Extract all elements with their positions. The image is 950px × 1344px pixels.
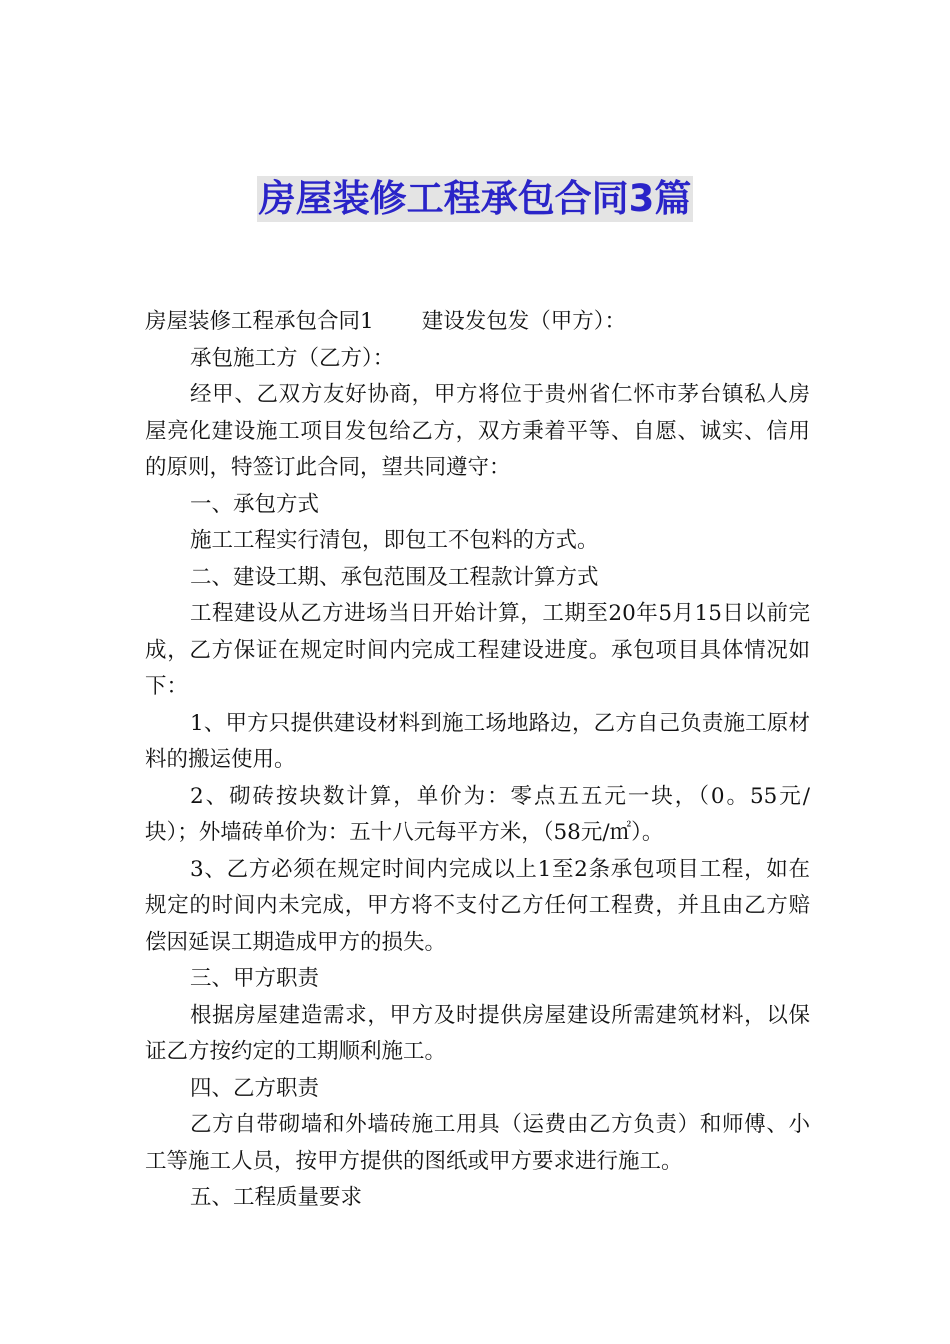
party-a-label: 建设发包发（甲方）： xyxy=(421,309,626,334)
section-heading: 五、工程质量要求 xyxy=(190,1185,363,1210)
section-heading: 四、乙方职责 xyxy=(190,1075,320,1101)
paragraph: 施工工程实行清包，即包工不包料的方式。 xyxy=(190,528,599,553)
list-item: 2、砌砖按块数计算，单价为：零点五五元一块，（0。55元/块）；外墙砖单价为：五十八元每平方米，（58元/㎡）。 xyxy=(145,783,810,845)
section-heading: 二、建设工期、承包范围及工程款计算方式 xyxy=(190,564,599,590)
list-item: 1、甲方只提供建设材料到施工场地路边，乙方自己负责施工原材料的搬运使用。 xyxy=(145,710,810,772)
heading-line xyxy=(145,304,810,341)
section-heading: 三、甲方职责 xyxy=(190,966,320,991)
list-item: 3、乙方必须在规定时间内完成以上1至2条承包项目工程，如在规定的时间内未完成，甲方将不支付乙方任何工程费，并且由乙方赔偿因延误工期造成甲方的损失。 xyxy=(145,856,810,955)
paragraph: 根据房屋建造需求，甲方及时提供房屋建设所需建筑材料，以保证乙方按约定的工期顺利施工。 xyxy=(145,1002,810,1064)
paragraph: 经甲、乙双方友好协商，甲方将位于贵州省仁怀市茅台镇私人房屋亮化建设施工项目发包给乙方，双方秉着平等、自愿、诚实、信用的原则，特签订此合同，望共同遵守： xyxy=(145,382,810,480)
document-title: 房屋装修工程承包合同3篇 xyxy=(258,177,692,220)
document-body xyxy=(145,304,810,1217)
paragraph: 乙方自带砌墙和外墙砖施工用具（运费由乙方负责）和师傅、小工等施工人员，按甲方提供的图纸或甲方要求进行施工。 xyxy=(145,1112,810,1174)
title-container xyxy=(0,176,950,222)
contract-heading: 房屋装修工程承包合同1 xyxy=(145,309,374,334)
paragraph: 工程建设从乙方进场当日开始计算，工期至20年5月15日以前完成，乙方保证在规定时间内完成工程建设进度。承包项目具体情况如下： xyxy=(145,601,810,699)
paragraph: 承包施工方（乙方）： xyxy=(190,345,395,371)
section-heading: 一、承包方式 xyxy=(190,491,320,517)
